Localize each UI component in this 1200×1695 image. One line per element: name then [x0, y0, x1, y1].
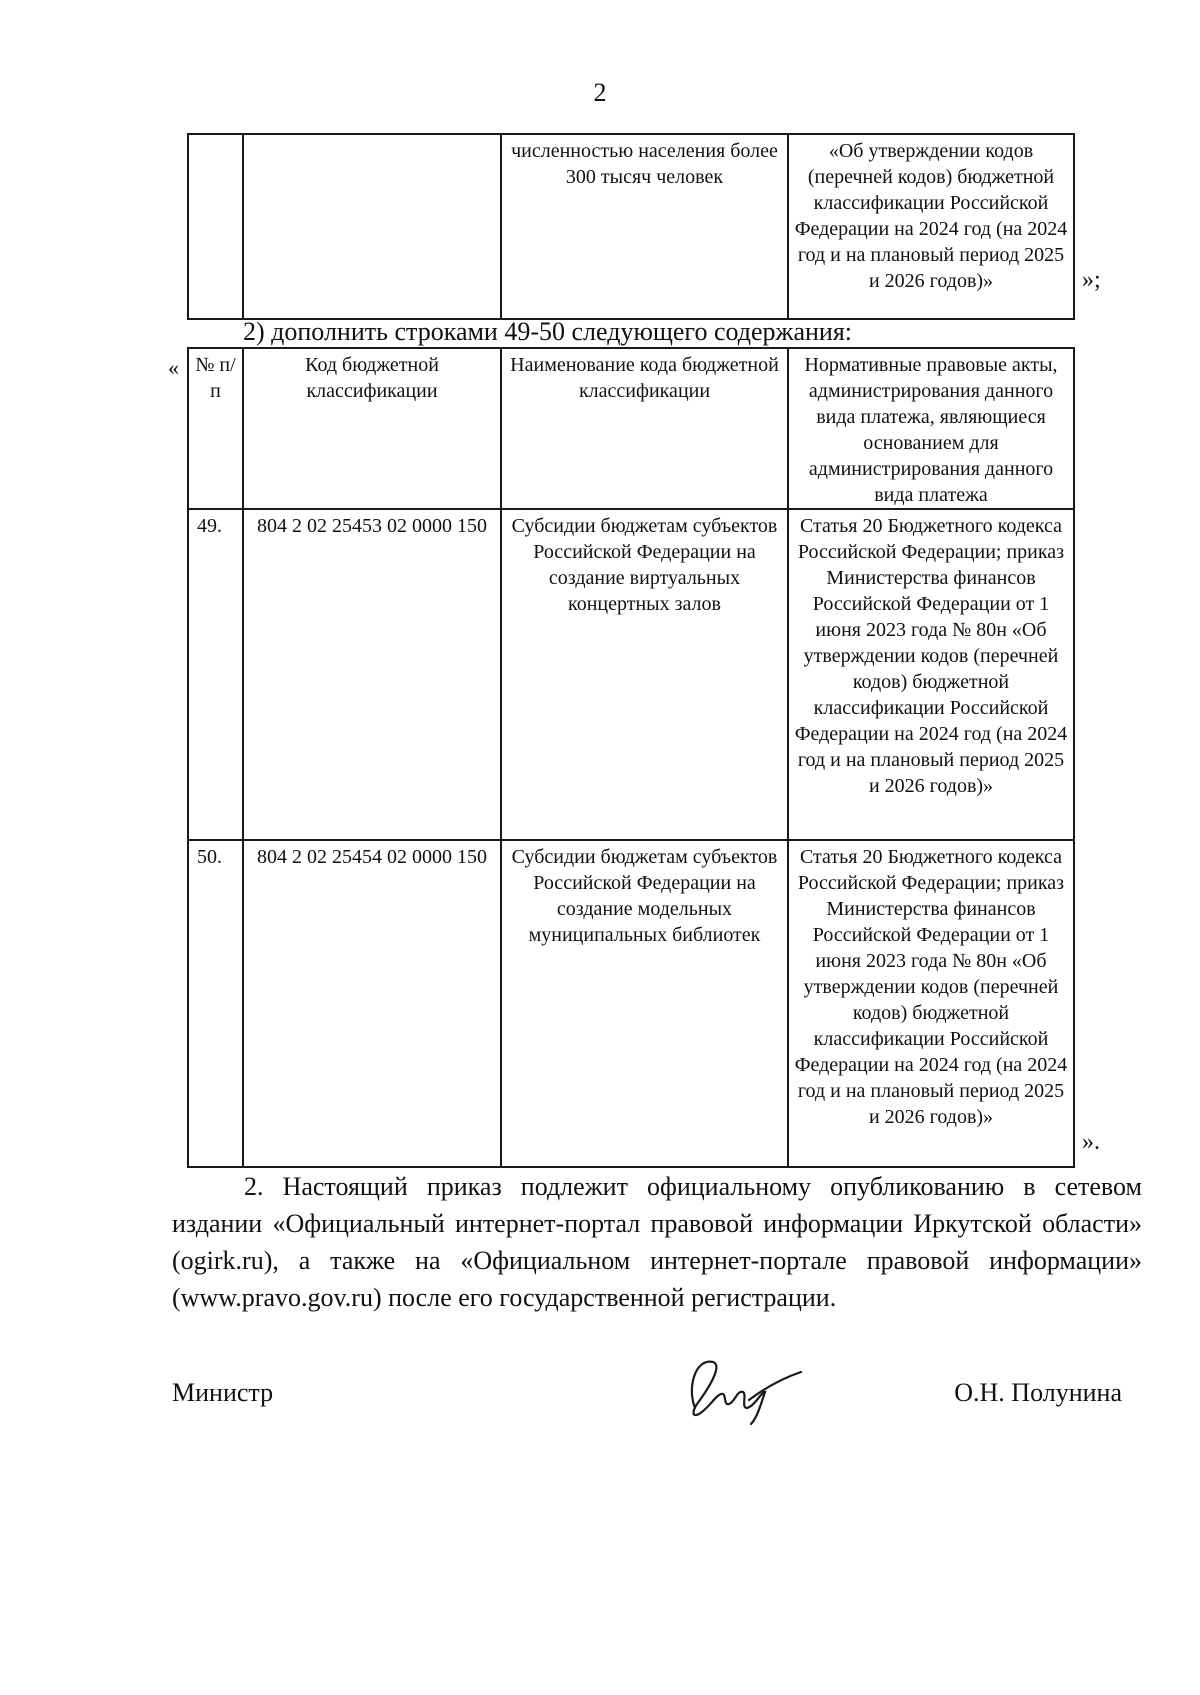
budget-codes-table — [187, 347, 1075, 1168]
table-row — [188, 509, 1074, 840]
acts-cell: Статья 20 Бюджетного кодекса Российской Федерации; приказ Министерства финансов Российской Федерации от 1 июня 2023 года № 80н «Об утверждении кодов (перечней кодов) бюджетной классификации Российской Федерации на 2024 год (на 2024 год и на плановый период 2025 и 2026 годов)» — [788, 509, 1074, 840]
acts-cell: Статья 20 Бюджетного кодекса Российской Федерации; приказ Министерства финансов Российской Федерации от 1 июня 2023 года № 80н «Об утверждении кодов (перечней кодов) бюджетной классификации Российской Федерации на 2024 год (на 2024 год и на плановый период 2025 и 2026 годов)» — [788, 840, 1074, 1167]
signer-name: О.Н. Полунина — [954, 1378, 1122, 1407]
header-acts: Нормативные правовые акты, администрирования данного вида платежа, являющиеся основанием для администрирования данного вида платежа — [788, 348, 1074, 509]
signer-title: Министр — [172, 1378, 274, 1407]
intro-line: 2) дополнить строками 49-50 следующего содержания: — [243, 317, 853, 346]
table-row — [188, 840, 1074, 1167]
publication-paragraph: 2. Настоящий приказ подлежит официальному опубликованию в сетевом издании «Официальный интернет-портал правовой информации Иркутской области» (ogirk.ru), а также на «Официальном интернет-портале правовой информации» (www.pravo.gov.ru) после его государственной регистрации. — [172, 1172, 1142, 1312]
num-cell — [188, 134, 243, 319]
code-cell: 804 2 02 25453 02 0000 150 — [243, 509, 501, 840]
num-cell: 49. — [188, 509, 243, 840]
header-name: Наименование кода бюджетной классификации — [501, 348, 788, 509]
acts-cell: «Об утверждении кодов (перечней кодов) бюджетной классификации Российской Федерации на 2024 год (на 2024 год и на плановый период 2025 и 2026 годов)» — [788, 134, 1074, 319]
num-cell: 50. — [188, 840, 243, 1167]
closing-quote: »; — [1082, 267, 1101, 293]
opening-quote: « — [168, 355, 179, 380]
header-row — [188, 348, 1074, 509]
name-cell: численностью населения более 300 тысяч человек — [501, 134, 788, 319]
handwritten-signature — [665, 1348, 805, 1428]
continued-table — [187, 133, 1075, 320]
code-cell: 804 2 02 25454 02 0000 150 — [243, 840, 501, 1167]
closing-quote: ». — [1082, 1129, 1100, 1155]
page-number: 2 — [593, 78, 607, 107]
table-row — [188, 134, 1074, 319]
name-cell: Субсидии бюджетам субъектов Российской Федерации на создание виртуальных концертных залов — [501, 509, 788, 840]
header-num: № п/п — [188, 348, 243, 509]
code-cell — [243, 134, 501, 319]
name-cell: Субсидии бюджетам субъектов Российской Федерации на создание модельных муниципальных библиотек — [501, 840, 788, 1167]
header-code: Код бюджетной классификации — [243, 348, 501, 509]
